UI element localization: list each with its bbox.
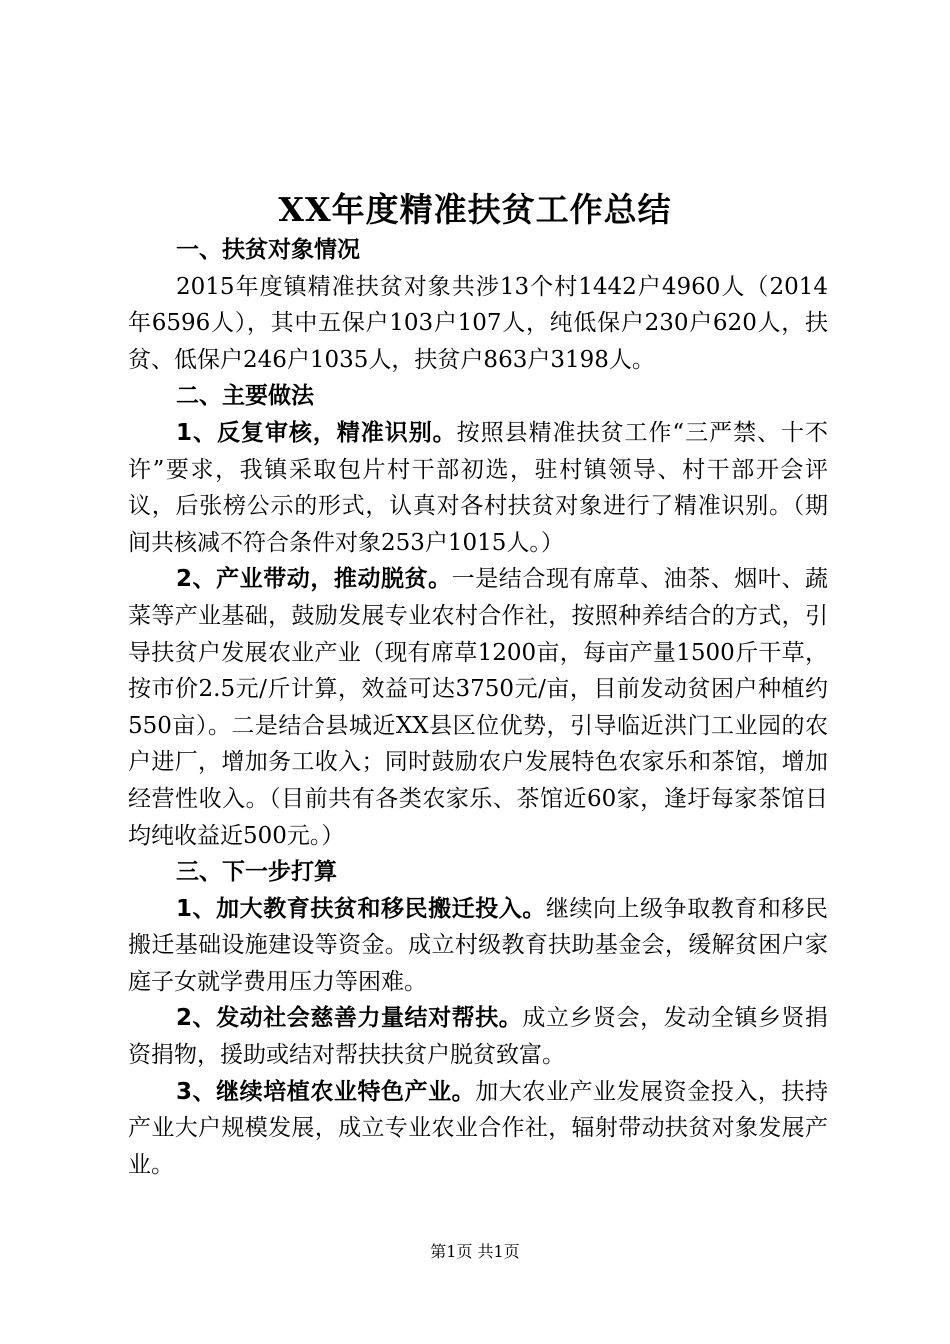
paragraph-text: 2015年度镇精准扶贫对象共涉13个村1442户4960人（2014年6596人），其中五保户103户107人，纯低保户230户620人，扶贫、低保户246户1035人，扶贫户863户3198人。: [128, 273, 828, 373]
page-footer: 第1页 共1页: [430, 1242, 520, 1261]
paragraph-text: 成立乡贤会，发动全镇乡贤捐资捐物，援助或结对帮扶扶贫户脱贫致富。: [128, 1005, 828, 1069]
paragraph: [128, 269, 828, 379]
document-title: XX年度精准扶贫工作总结: [278, 190, 672, 229]
paragraph: [128, 561, 828, 854]
paragraph-lead: 1、加大教育扶贫和移民搬迁投入。: [176, 895, 546, 922]
paragraph-lead: 2、发动社会慈善力量结对帮扶。: [176, 1005, 523, 1032]
paragraph-text: 一是结合现有席草、油茶、烟叶、蔬菜等产业基础，鼓励发展专业农村合作社，按照种养结合的方式，引导扶贫户发展农业产业（现有席草1200亩，每亩产量1500斤干草，按市价2.5元/斤计算，效益可达3750元/亩，目前发动贫困户种植约550亩）。二是结合县城近XX县区位优势，引导临近洪门工业园的农户进厂，增加务工收入；同时鼓励农户发展特色农家乐和茶馆，增加经营性收入。（目前共有各类农家乐、茶馆近60家，逢圩每家茶馆日均纯收益近500元。）: [128, 566, 828, 849]
paragraph-text: 继续向上级争取教育和移民搬迁基础设施建设等资金。成立村级教育扶助基金会，缓解贫困户家庭子女就学费用压力等困难。: [128, 895, 828, 995]
paragraph-text: 加大农业产业发展资金投入，扶持产业大户规模发展，成立专业农业合作社，辐射带动扶贫对象发展产业。: [128, 1078, 828, 1178]
paragraph: [128, 891, 828, 1001]
paragraph: [128, 1000, 828, 1073]
paragraph: [128, 1074, 828, 1184]
paragraph: [128, 415, 828, 561]
section-heading: 三、下一步打算: [176, 859, 337, 886]
paragraph-lead: 3、继续培植农业特色产业。: [176, 1078, 476, 1105]
paragraph-lead: 1、反复审核，精准识别。: [176, 419, 457, 446]
section-heading: 一、扶贫对象情况: [176, 237, 360, 263]
paragraph-lead: 2、产业带动，推动脱贫。: [176, 566, 452, 593]
section-heading: 二、主要做法: [176, 383, 314, 410]
document-body: [128, 232, 828, 1183]
paragraph-text: 按照县精准扶贫工作“三严禁、十不许”要求，我镇采取包片村干部初选，驻村镇领导、村干部开会评议，后张榜公示的形式，认真对各村扶贫对象进行了精准识别。（期间共核减不符合条件对象253户1015人。）: [128, 419, 828, 556]
